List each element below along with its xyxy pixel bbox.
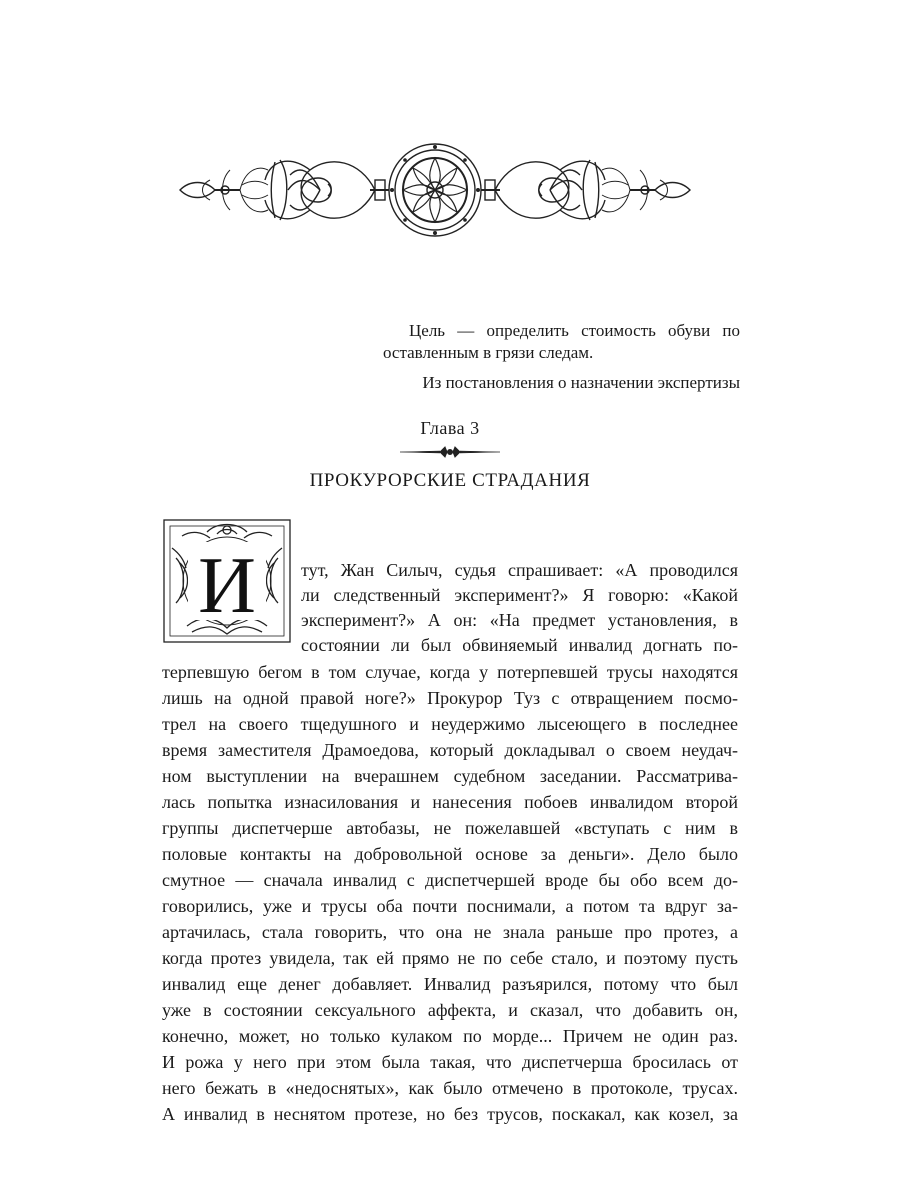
body-line: артачилась, стала говорить, что она не знала раньше про протез, а bbox=[162, 922, 738, 942]
body-line: лась попытка изнасилования и нанесения побоев инвалидом второй bbox=[162, 792, 738, 812]
body-line: тут, Жан Силыч, судья спрашивает: «А проводился bbox=[301, 560, 738, 580]
chapter-label: Глава 3 bbox=[420, 418, 480, 438]
epigraph-quote: Цель — определить стоимость обуви по оставленным в грязи следам. bbox=[383, 321, 740, 362]
body-line: когда протез увидела, так ей прямо не по себе стало, и поэтому пусть bbox=[162, 948, 738, 968]
body-line: состоянии ли был обвиняемый инвалид догнать по- bbox=[301, 635, 738, 655]
epigraph-source: Из постановления о назначении экспертизы bbox=[422, 373, 740, 392]
body-line: половые контакты на добровольной основе за деньги». Дело было bbox=[162, 844, 738, 864]
body-line: смутное — сначала инвалид с диспетчершей вроде бы обо всем до- bbox=[162, 870, 738, 890]
body-line: лишь на одной правой ноге?» Прокурор Туз с отвращением посмо- bbox=[162, 688, 738, 708]
chapter-title: ПРОКУРОРСКИЕ СТРАДАНИЯ bbox=[309, 470, 591, 491]
body-line: И рожа у него при этом была такая, что диспетчерша бросилась от bbox=[162, 1052, 738, 1072]
body-line: конечно, может, но только кулаком по морде... Причем не один раз. bbox=[162, 1026, 738, 1046]
body-line: трел на своего тщедушного и неудержимо лысеющего в последнее bbox=[162, 714, 738, 734]
body-line: эксперимент?» А он: «На предмет установления, в bbox=[301, 610, 738, 630]
body-line: время заместителя Драмоедова, который докладывал о своем неудач- bbox=[162, 740, 738, 760]
body-line: терпевшую бегом в том случае, когда у потерпевшей трусы находятся bbox=[162, 662, 738, 682]
body-line: ли следственный эксперимент?» Я говорю: «Какой bbox=[301, 585, 738, 605]
body-line: А инвалид в неснятом протезе, но без трусов, поскакал, как козел, за bbox=[162, 1104, 738, 1124]
body-line: уже в состоянии сексуального аффекта, и сказал, что добавить он, bbox=[162, 1000, 738, 1020]
body-line: ном выступлении на вчерашнем судебном заседании. Рассматрива- bbox=[162, 766, 738, 786]
drop-cap-letter: И bbox=[198, 542, 256, 630]
body-line: говорились, уже и трусы оба почти поснимали, а потом та вдруг за- bbox=[162, 896, 738, 916]
body-line: группы диспетчерше автобазы, не пожелавшей «вступать с ним в bbox=[162, 818, 738, 838]
body-line: него бежать в «недоснятых», как было отмечено в протоколе, трусах. bbox=[162, 1078, 738, 1098]
body-line: инвалид еще денег добавляет. Инвалид разъярился, потому что был bbox=[162, 974, 738, 994]
